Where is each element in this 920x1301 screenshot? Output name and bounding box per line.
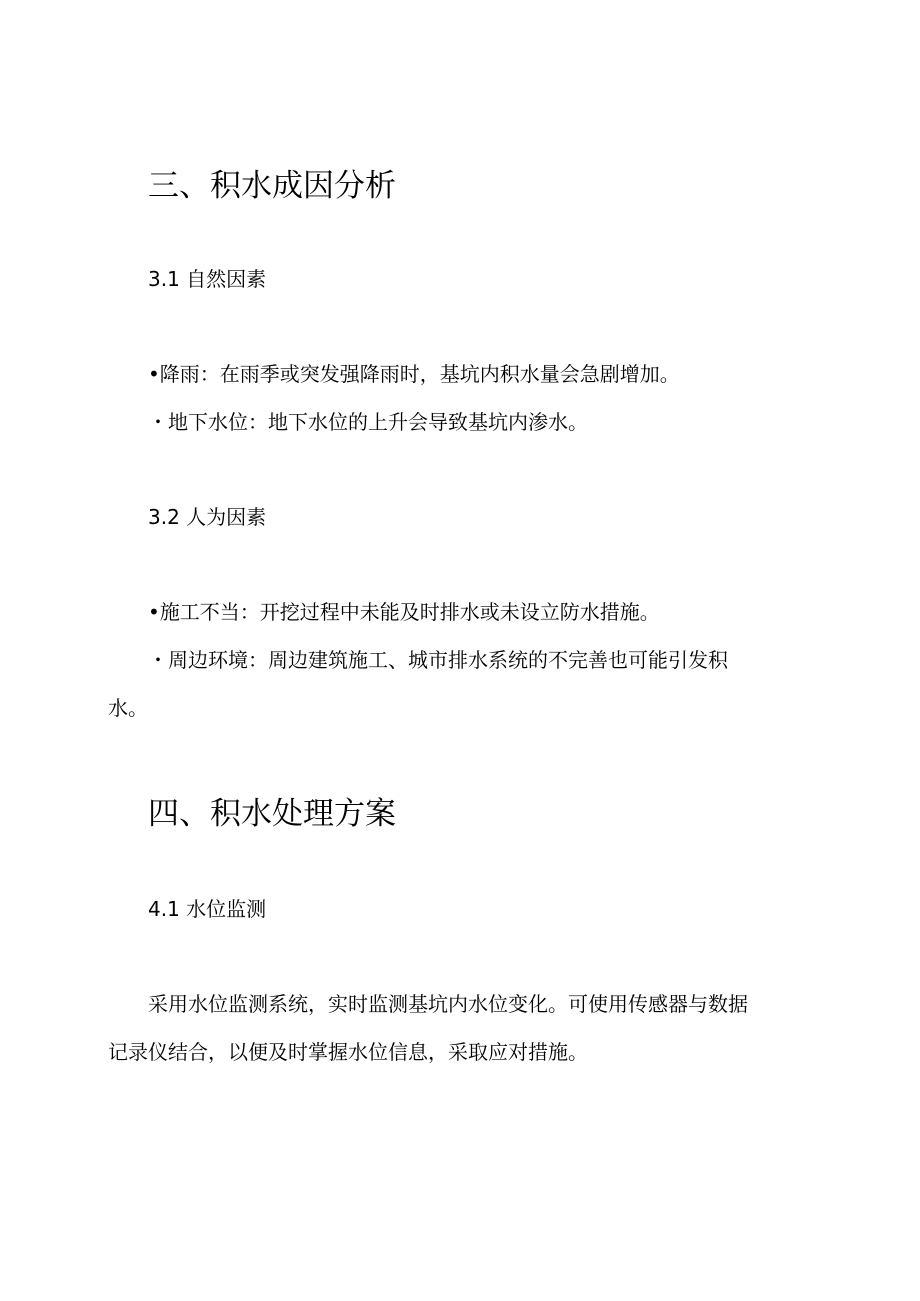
section-title-treatment: 四、积水处理方案	[148, 796, 396, 832]
bullet-rainfall: •降雨：在雨季或突发强降雨时，基坑内积水量会急剧增加。	[148, 362, 680, 386]
paragraph-line: 采用水位监测系统，实时监测基坑内水位变化。可使用传感器与数据	[148, 992, 748, 1016]
bullet-environment: ・周边环境：周边建筑施工、城市排水系统的不完善也可能引发积	[148, 648, 728, 672]
subsection-heading-natural-factors: 3.1 自然因素	[148, 267, 267, 291]
paragraph-line: 记录仪结合，以便及时掌握水位信息，采取应对措施。	[108, 1040, 588, 1064]
bullet-construction: •施工不当：开挖过程中未能及时排水或未设立防水措施。	[148, 600, 660, 624]
section-title-causes: 三、积水成因分析	[148, 168, 396, 204]
bullet-groundwater: ・地下水位：地下水位的上升会导致基坑内渗水。	[148, 410, 588, 434]
bullet-environment-continuation: 水。	[108, 696, 148, 720]
subsection-heading-human-factors: 3.2 人为因素	[148, 505, 267, 529]
subsection-heading-water-level-monitoring: 4.1 水位监测	[148, 897, 267, 921]
